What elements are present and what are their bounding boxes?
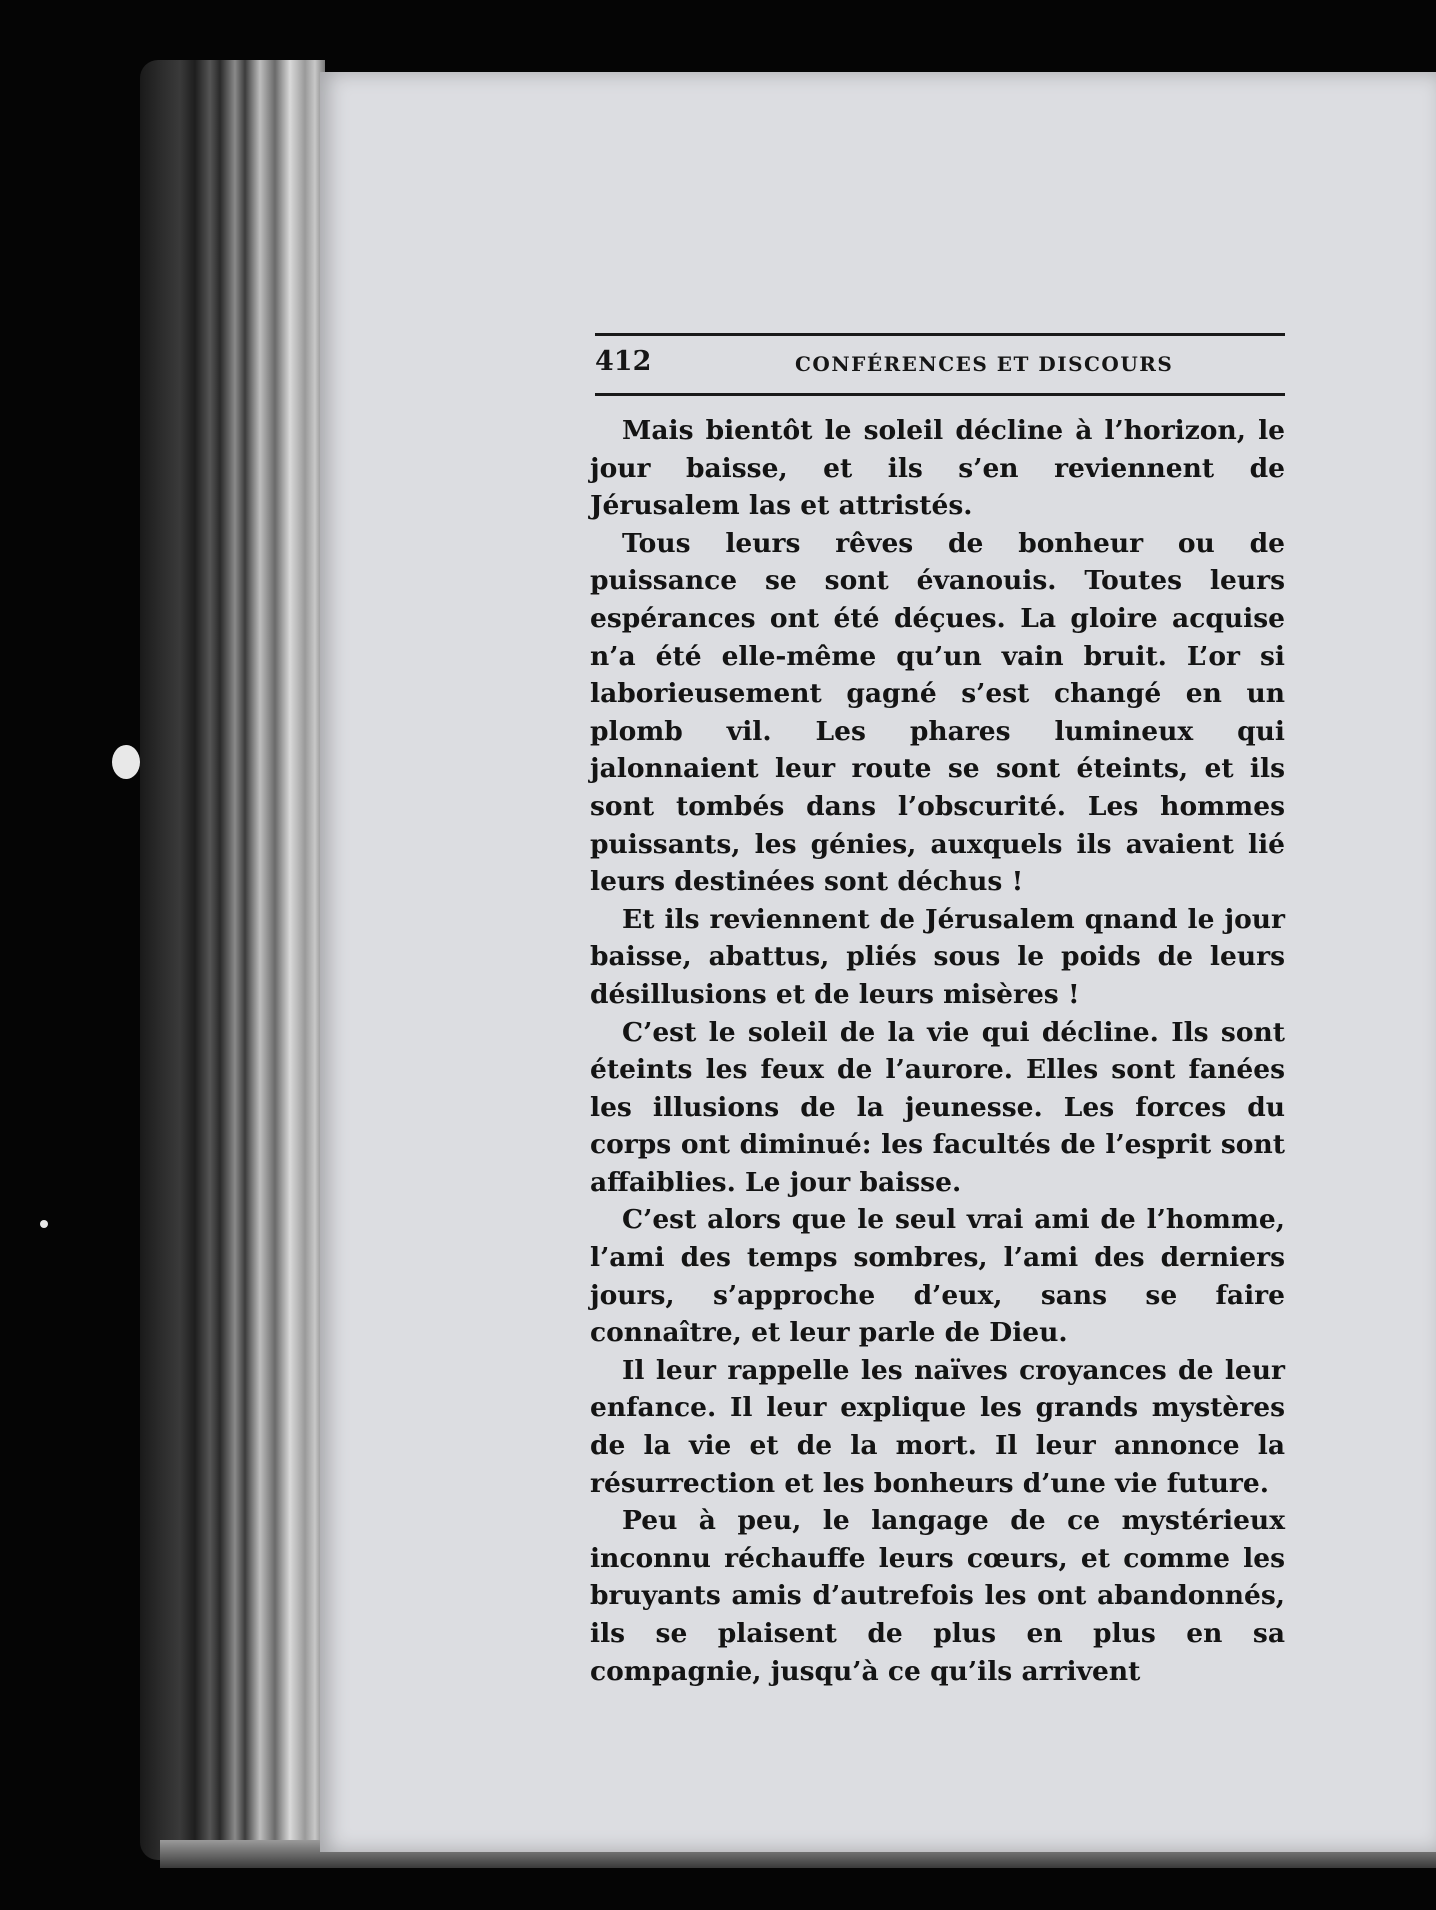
dust-speck bbox=[40, 1220, 48, 1228]
paragraph: Et ils reviennent de Jérusalem qnand le jour baisse, abattus, pliés sous le poids de leurs désillusions et de leurs misères ! bbox=[590, 903, 1285, 1010]
paragraph: Il leur rappelle les naïves croyances de leur enfance. Il leur explique les grands mystères de la vie et de la mort. Il leur annonce la résurrection et les bonheurs d’une vie future. bbox=[590, 1354, 1285, 1499]
running-title: CONFÉRENCES ET DISCOURS bbox=[795, 352, 1174, 376]
body-text bbox=[590, 412, 1285, 1690]
dust-speck bbox=[112, 745, 140, 779]
page-number: 412 bbox=[595, 346, 652, 377]
header-rule-bottom bbox=[595, 393, 1285, 396]
running-head bbox=[595, 346, 1285, 386]
book-page-edges bbox=[140, 60, 325, 1860]
paragraph: Tous leurs rêves de bonheur ou de puissance se sont évanouis. Toutes leurs espérances ont été déçues. La gloire acquise n’a été elle-même qu’un vain bruit. L’or si laborieusement gagné s’est changé en un plomb vil. Les phares lumineux qui jalonnaient leur route se sont éteints, et ils sont tombés dans l’obscurité. Les hommes puissants, les génies, auxquels ils avaient lié leurs destinées sont déchus ! bbox=[590, 527, 1285, 898]
header-rule-top bbox=[595, 333, 1285, 336]
paragraph: Mais bientôt le soleil décline à l’horizon, le jour baisse, et ils s’en reviennent de Jérusalem las et attristés. bbox=[590, 415, 1285, 522]
paragraph: C’est alors que le seul vrai ami de l’homme, l’ami des temps sombres, l’ami des derniers jours, s’approche d’eux, sans se faire connaître, et leur parle de Dieu. bbox=[590, 1204, 1285, 1349]
paragraph: C’est le soleil de la vie qui décline. Ils sont éteints les feux de l’aurore. Elles sont fanées les illusions de la jeunesse. Les forces du corps ont diminué: les facultés de l’esprit sont affaiblies. Le jour baisse. bbox=[590, 1016, 1285, 1198]
paragraph: Peu à peu, le langage de ce mystérieux inconnu réchauffe leurs cœurs, et comme les bruyants amis d’autrefois les ont abandonnés, ils se plaisent de plus en plus en sa compagnie, jusqu’à ce qu’ils arrivent bbox=[590, 1505, 1285, 1687]
